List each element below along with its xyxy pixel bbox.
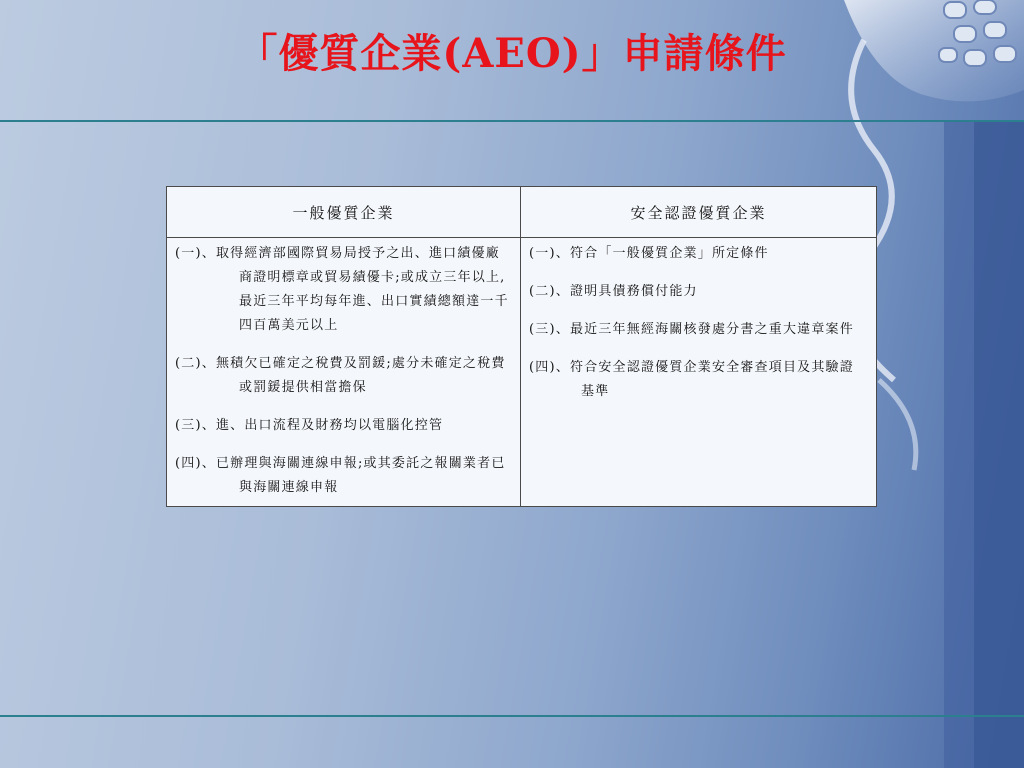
item-number: (四)、 — [529, 360, 570, 375]
security-aeo-requirements — [521, 238, 877, 507]
header-security-aeo: 安全認證優質企業 — [521, 187, 877, 238]
general-aeo-requirements — [167, 238, 521, 507]
list-item — [529, 356, 868, 404]
item-text: 進、出口流程及財務均以電腦化控管 — [215, 418, 444, 433]
item-number: (二)、 — [529, 284, 570, 299]
item-number: (一)、 — [529, 246, 570, 261]
item-number: (二)、 — [175, 356, 216, 371]
list-item — [175, 414, 512, 438]
list-item — [529, 242, 868, 266]
item-text: 已辦理與海關連線申報;或其委託之報關業者已與海關連線申報 — [215, 456, 506, 495]
item-number: (三)、 — [529, 322, 570, 337]
item-number: (三)、 — [175, 418, 216, 433]
item-text: 取得經濟部國際貿易局授予之出、進口績優廠商證明標章或貿易績優卡;或成立三年以上,最近三年平均每年進、出口實績總額達一千四百萬美元以上 — [215, 246, 509, 333]
item-text: 符合安全認證優質企業安全審查項目及其驗證基準 — [569, 360, 854, 399]
item-number: (一)、 — [175, 246, 216, 261]
slide-title: 「優質企業(AEO)」申請條件 — [237, 30, 787, 77]
top-divider — [0, 120, 1024, 122]
item-number: (四)、 — [175, 456, 216, 471]
bottom-divider — [0, 715, 1024, 717]
header-general-aeo: 一般優質企業 — [167, 187, 521, 238]
item-text: 證明具債務償付能力 — [569, 284, 698, 299]
requirements-table — [166, 186, 876, 507]
list-item — [529, 280, 868, 304]
list-item — [175, 242, 512, 338]
list-item — [529, 318, 868, 342]
list-item — [175, 352, 512, 400]
item-text: 無積欠已確定之稅費及罰鍰;處分未確定之稅費或罰鍰提供相當擔保 — [215, 356, 506, 395]
item-text: 最近三年無經海關核發處分書之重大違章案件 — [569, 322, 854, 337]
item-text: 符合「一般優質企業」所定條件 — [569, 246, 769, 261]
list-item — [175, 452, 512, 500]
